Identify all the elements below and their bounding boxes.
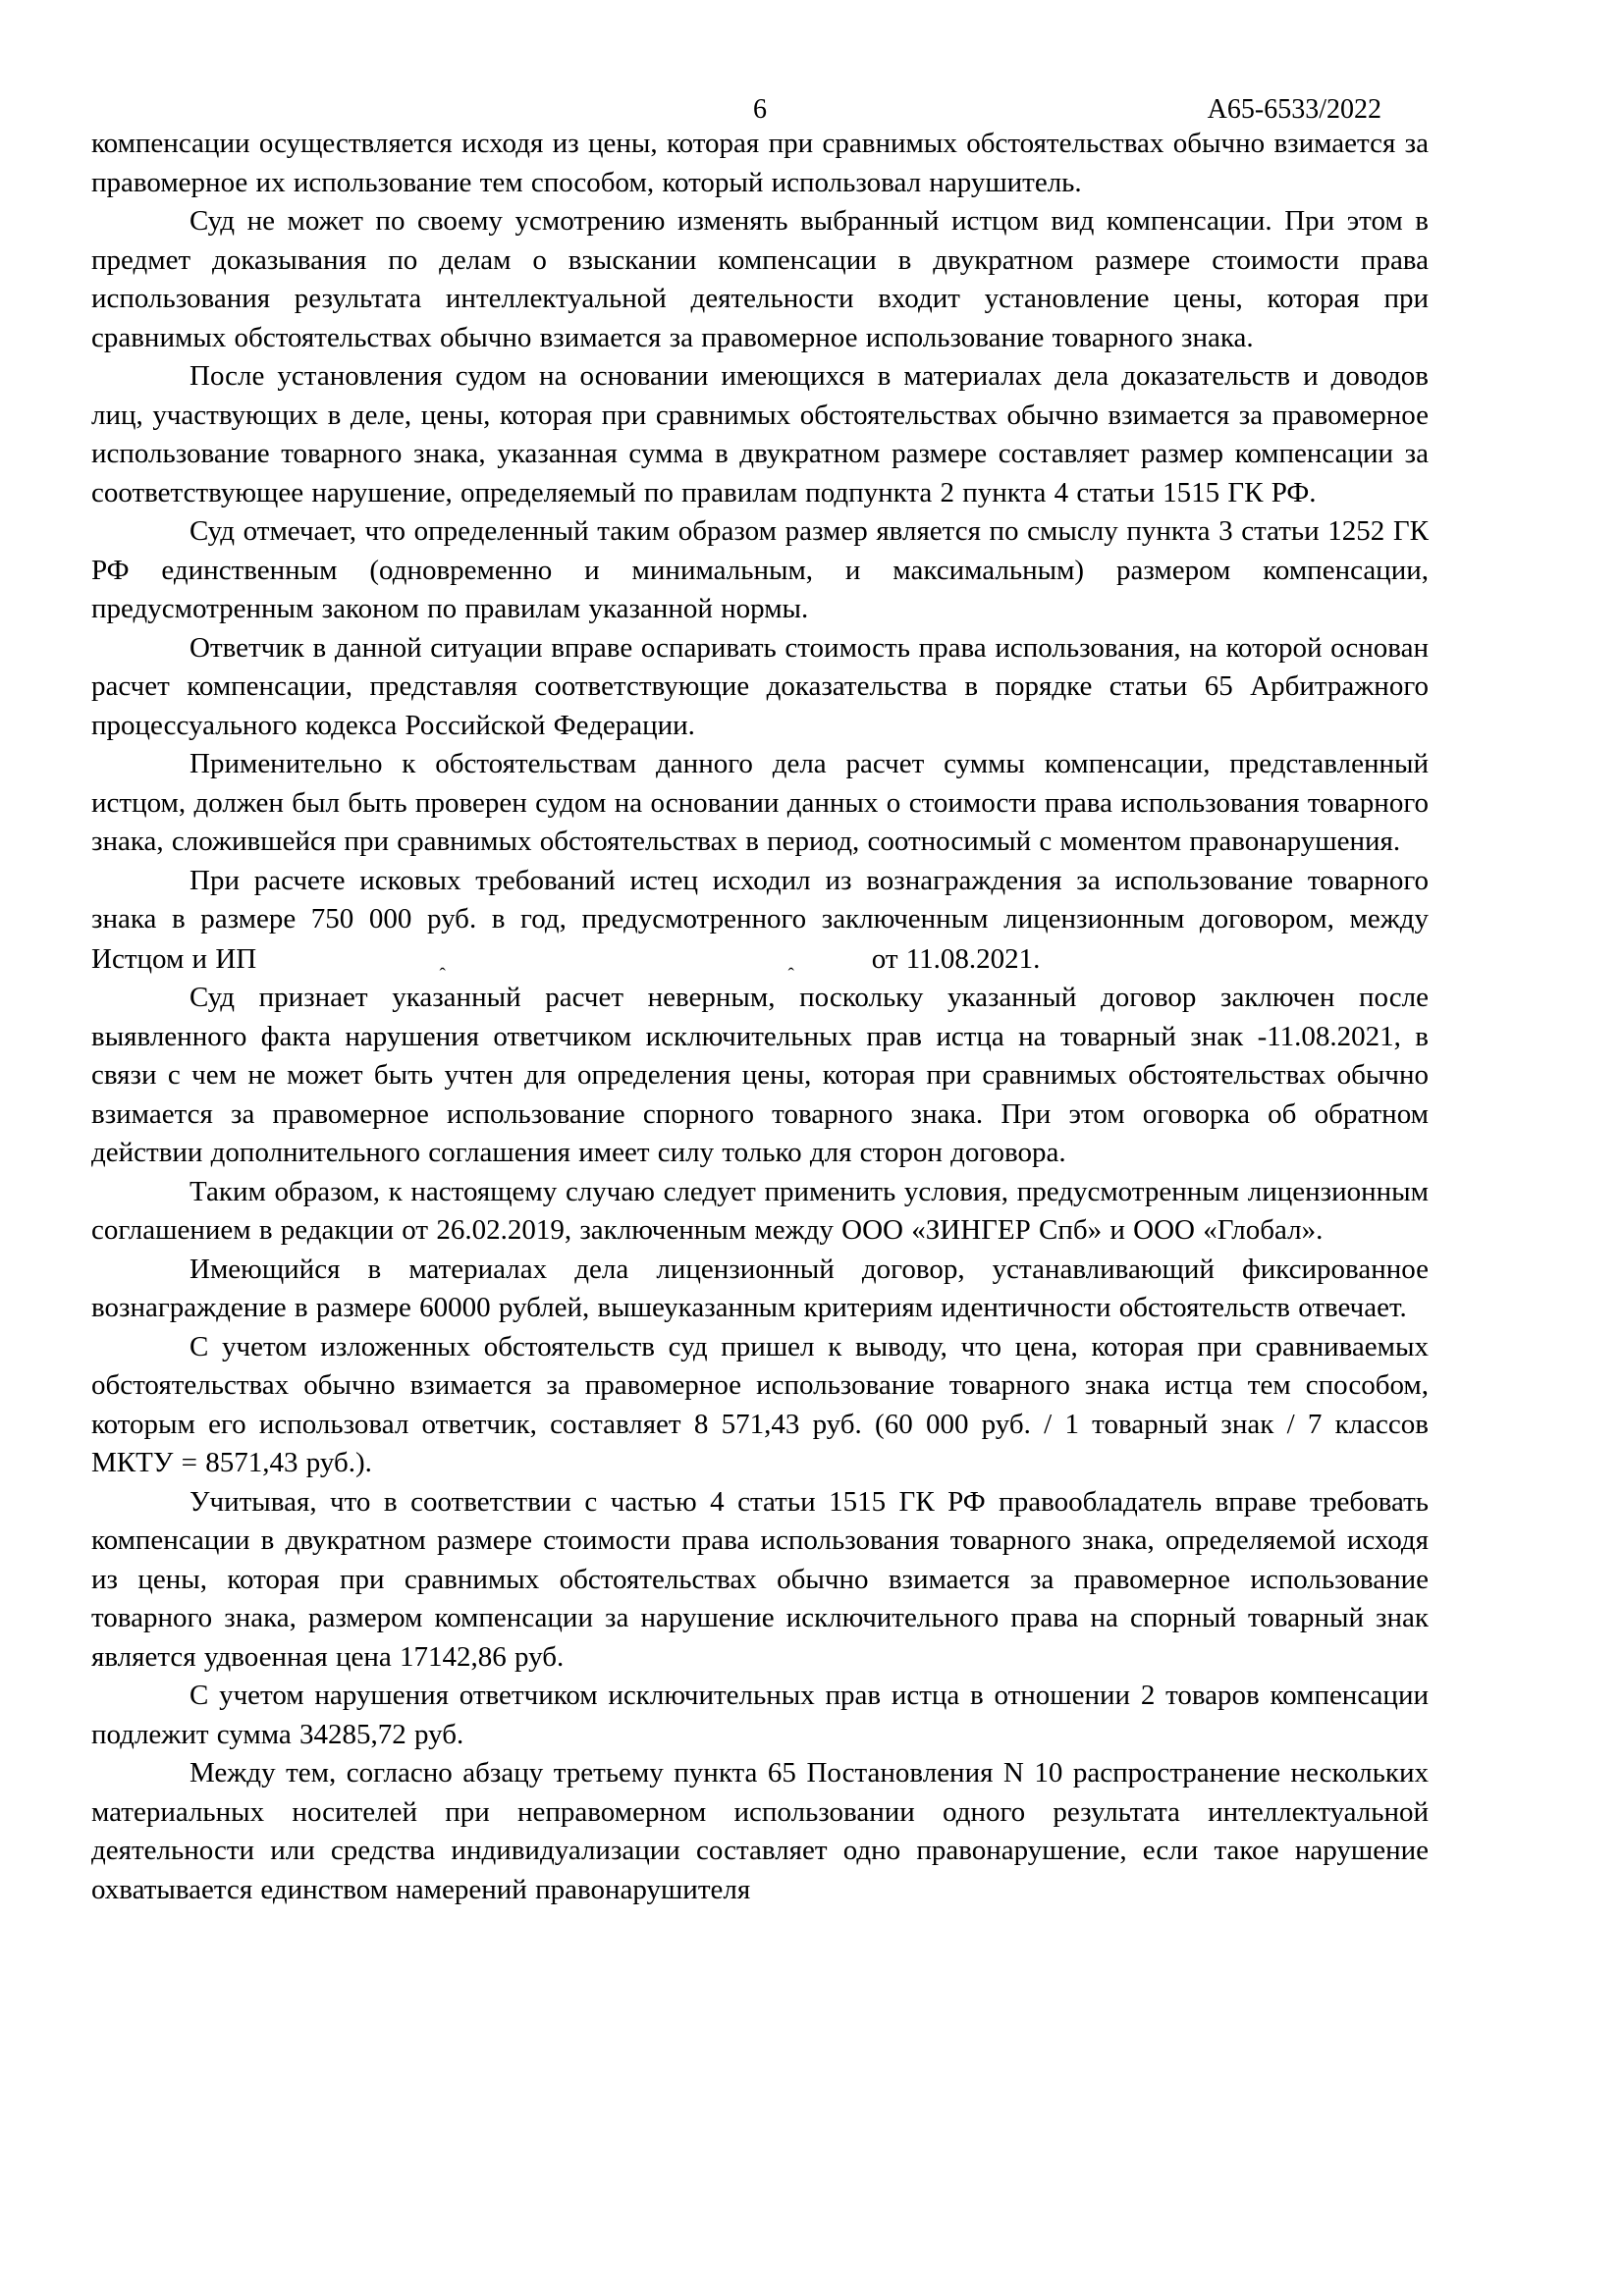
paragraph: После установления судом на основании имеющихся в материалах дела доказательств и доводов лиц, участвующих в деле, цены, которая при сравнимых обстоятельствах обычно взимается за правомерное использование товарного знака, указанная сумма в двукратном размере составляет размер компенсации за соответствующее нарушение, определяемый по правилам подпункта 2 пункта 4 статьи 1515 ГК РФ.	[91, 360, 1429, 508]
paragraph: Суд не может по своему усмотрению изменять выбранный истцом вид компенсации. При этом в предмет доказывания по делам о взыскании компенсации в двукратном размере стоимости права использования результата интеллектуальной деятельности входит установление цены, которая при сравнимых обстоятельствах обычно взимается за правомерное использование товарного знака.	[91, 205, 1429, 353]
paragraph: Ответчик в данной ситуации вправе оспаривать стоимость права использования, на которой основан расчет компенсации, представляя соответствующие доказательства в порядке статьи 65 Арбитражного процессуального кодекса Российской Федерации.	[91, 631, 1429, 741]
paragraph: Суд признает указанный расчет неверным, поскольку указанный договор заключен после выявленного факта нарушения ответчиком исключительных прав истца на товарный знак -11.08.2021, в связи с чем не может быть учтен для определения цены, которая при сравнимых обстоятельствах обычно взимается за правомерное использование спорного товарного знака. При этом оговорка об обратном действии дополнительного соглашения имеет силу только для сторон договора.	[91, 982, 1429, 1168]
paragraph: Суд отмечает, что определенный таким образом размер является по смыслу пункта 3 статьи 1252 ГК РФ единственным (одновременно и минимальным, и максимальным) размером компенсации, предусмотренным законом по правилам указанной нормы.	[91, 515, 1429, 624]
redacted-text-blank	[264, 939, 863, 986]
paragraph: Имеющийся в материалах дела лицензионный договор, устанавливающий фиксированное вознаграждение в размере 60000 рублей, вышеуказанным критериям идентичности обстоятельств отвечает.	[91, 1253, 1429, 1323]
paragraph: Применительно к обстоятельствам данного дела расчет суммы компенсации, представленный истцом, должен был быть проверен судом на основании данных о стоимости права использования товарного знака, сложившейся при сравнимых обстоятельствах в период, соотносимый с моментом правонарушения.	[91, 748, 1429, 857]
case-number: А65-6533/2022	[1207, 94, 1381, 125]
paragraph	[91, 862, 1429, 986]
page-number: 6	[753, 94, 767, 125]
paragraph: Между тем, согласно абзацу третьему пункта 65 Постановления N 10 распространение нескольких материальных носителей при неправомерном использовании одного результата интеллектуальной деятельности или средства индивидуализации составляет одно правонарушение, если такое нарушение охватывается единством намерений правонарушителя	[91, 1757, 1429, 1905]
paragraph: С учетом изложенных обстоятельств суд пришел к выводу, что цена, которая при сравниваемых обстоятельствах обычно взимается за правомерное использование товарного знака истца тем способом, которым его использовал ответчик, составляет 8 571,43 руб. (60 000 руб. / 1 товарный знак / 7 классов МКТУ = 8571,43 руб.).	[91, 1330, 1429, 1478]
paragraph: Таким образом, к настоящему случаю следует применить условия, предусмотренным лицензионным соглашением в редакции от 26.02.2019, заключенным между ООО «ЗИНГЕР Спб» и ООО «Глобал».	[91, 1175, 1429, 1246]
paragraph: Учитывая, что в соответствии с частью 4 статьи 1515 ГК РФ правообладатель вправе требовать компенсации в двукратном размере стоимости права использования товарного знака, определяемой исходя из цены, которая при сравнимых обстоятельствах обычно взимается за правомерное использование товарного знака, размером компенсации за нарушение исключительного права на спорный товарный знак является удвоенная цена 17142,86 руб.	[91, 1485, 1429, 1673]
paragraph-text: от 11.08.2021.	[863, 942, 1041, 975]
paragraph: С учетом нарушения ответчиком исключительных прав истца в отношении 2 товаров компенсации подлежит сумма 34285,72 руб.	[91, 1680, 1429, 1750]
paragraph-text: При расчете исковых требований истец исходил из вознаграждения за использование товарного знака в размере 750 000 руб. в год, предусмотренного заключенным лицензионным договором, между Истцом и ИП	[91, 864, 1429, 975]
redaction-artifact-mark: ˆ	[439, 964, 446, 986]
document-body	[91, 125, 1429, 1909]
paragraph: компенсации осуществляется исходя из цены, которая при сравнимых обстоятельствах обычно взимается за правомерное их использование тем способом, который использовал нарушитель.	[91, 128, 1429, 198]
redaction-artifact-mark: ˆ	[787, 964, 794, 986]
